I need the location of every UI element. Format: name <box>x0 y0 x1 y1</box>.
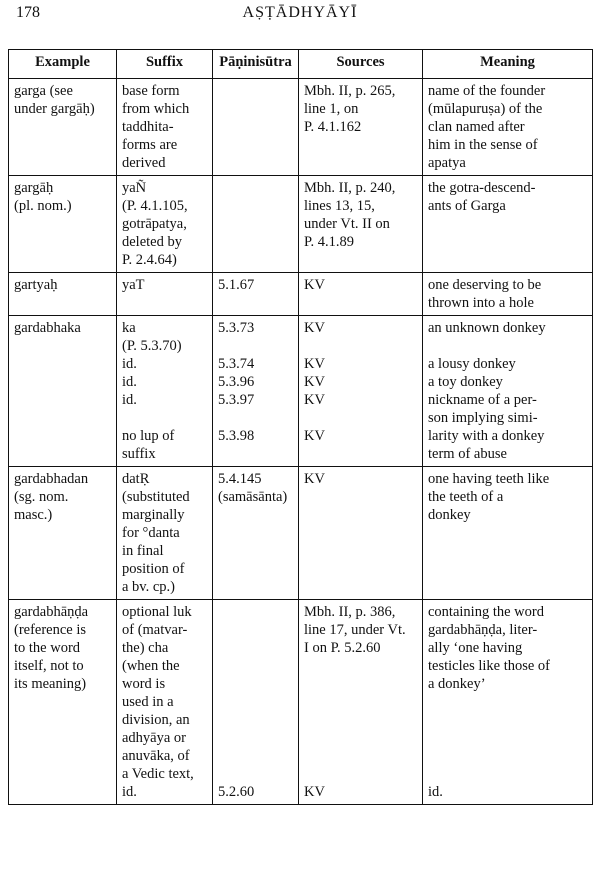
suffix-cell <box>117 467 213 600</box>
meaning-cell <box>423 600 593 805</box>
cell-line <box>218 621 294 639</box>
sutra-cell <box>213 316 299 467</box>
sources-cell <box>299 316 423 467</box>
cell-line: (when the <box>122 658 180 674</box>
cell-line: for °danta <box>122 525 180 541</box>
cell-line: datṚ <box>122 471 150 487</box>
cell-line: a lousy donkey <box>428 356 516 372</box>
sources-cell <box>299 176 423 273</box>
cell-line <box>428 729 588 747</box>
example-cell <box>9 79 117 176</box>
cell-line: KV <box>304 356 325 372</box>
meaning-cell <box>423 79 593 176</box>
cell-line: KV <box>304 277 325 293</box>
cell-line <box>304 337 418 355</box>
cell-line <box>122 409 208 427</box>
cell-line: an unknown donkey <box>428 320 546 336</box>
cell-line: gardabhāṇḍa <box>14 604 89 620</box>
cell-line: word is <box>122 676 166 692</box>
cell-line <box>218 639 294 657</box>
suffix-cell <box>117 79 213 176</box>
cell-line: KV <box>304 784 325 800</box>
cell-line: its meaning) <box>14 676 87 692</box>
cell-line: ka <box>122 320 136 336</box>
suffix-cell <box>117 316 213 467</box>
cell-line <box>304 657 418 675</box>
cell-line <box>304 729 418 747</box>
cell-line: KV <box>304 471 325 487</box>
meaning-cell <box>423 176 593 273</box>
table-row <box>9 467 593 600</box>
cell-line: to the word <box>14 640 81 656</box>
cell-line: gardabhāṇḍa, liter- <box>428 622 538 638</box>
cell-line: forms are <box>122 137 178 153</box>
table-row <box>9 79 593 176</box>
cell-line: donkey <box>428 507 471 523</box>
cell-line: Mbh. II, p. 265, <box>304 83 396 99</box>
cell-line: under gargāḥ) <box>14 101 95 117</box>
cell-line: suffix <box>122 446 156 462</box>
example-cell <box>9 316 117 467</box>
sutra-cell <box>213 273 299 316</box>
cell-line: derived <box>122 155 166 171</box>
cell-line: deleted by <box>122 234 182 250</box>
table-body <box>9 79 593 805</box>
cell-line: anuvāka, of <box>122 748 190 764</box>
table-row <box>9 316 593 467</box>
sutra-cell <box>213 467 299 600</box>
cell-line: (substituted <box>122 489 190 505</box>
cell-line <box>218 337 294 355</box>
cell-line: I on P. 5.2.60 <box>304 640 381 656</box>
cell-line <box>218 693 294 711</box>
cell-line: marginally <box>122 507 185 523</box>
cell-line: line 1, on <box>304 101 359 117</box>
cell-line: gartyaḥ <box>14 277 58 293</box>
cell-line: KV <box>304 374 325 390</box>
cell-line <box>304 693 418 711</box>
cell-line <box>428 337 588 355</box>
table-header-row <box>9 50 593 79</box>
sources-cell <box>299 273 423 316</box>
cell-line: containing the word <box>428 604 544 620</box>
cell-line: garga (see <box>14 83 73 99</box>
cell-line: id. <box>122 356 137 372</box>
cell-line: the) cha <box>122 640 169 656</box>
cell-line: optional luk <box>122 604 192 620</box>
cell-line: KV <box>304 320 325 336</box>
cell-line: clan named after <box>428 119 525 135</box>
cell-line: KV <box>304 428 325 444</box>
sutra-cell <box>213 176 299 273</box>
cell-line: the gotra-descend- <box>428 180 536 196</box>
sutra-cell <box>213 600 299 805</box>
table-row <box>9 176 593 273</box>
example-cell <box>9 273 117 316</box>
cell-line: ally ‘one having <box>428 640 523 656</box>
meaning-cell <box>423 273 593 316</box>
cell-line: the teeth of a <box>428 489 504 505</box>
cell-line: (P. 5.3.70) <box>122 338 182 354</box>
cell-line: 5.3.97 <box>218 392 255 408</box>
cell-line: 5.4.145 <box>218 471 262 487</box>
cell-line: used in a <box>122 694 174 710</box>
cell-line: thrown into a hole <box>428 295 534 311</box>
cell-line: a toy donkey <box>428 374 503 390</box>
cell-line <box>218 729 294 747</box>
cell-line: division, an <box>122 712 190 728</box>
cell-line <box>218 747 294 765</box>
suffix-cell <box>117 273 213 316</box>
cell-line: (P. 4.1.105, <box>122 198 188 214</box>
cell-line: apatya <box>428 155 466 171</box>
cell-line <box>428 747 588 765</box>
cell-line: P. 2.4.64) <box>122 252 177 268</box>
cell-line: from which <box>122 101 190 117</box>
cell-line: one having teeth like <box>428 471 550 487</box>
cell-line: gardabhaka <box>14 320 81 336</box>
cell-line: testicles like those of <box>428 658 551 674</box>
cell-line: id. <box>122 392 137 408</box>
cell-line: a donkey’ <box>428 676 486 692</box>
cell-line: taddhita- <box>122 119 174 135</box>
cell-line: adhyāya or <box>122 730 187 746</box>
cell-line: gardabhadan <box>14 471 89 487</box>
cell-line: under Vt. II on <box>304 216 390 232</box>
cell-line <box>218 603 294 621</box>
page-number: 178 <box>16 4 40 21</box>
suffix-table <box>8 49 593 805</box>
page-header <box>16 4 584 30</box>
cell-line: him in the sense of <box>428 137 538 153</box>
running-title: AṢṬĀDHYĀYĪ <box>242 4 358 21</box>
cell-line <box>218 675 294 693</box>
meaning-cell <box>423 316 593 467</box>
cell-line: 5.2.60 <box>218 784 255 800</box>
cell-line: base form <box>122 83 180 99</box>
cell-line <box>218 409 294 427</box>
cell-line <box>304 409 418 427</box>
cell-line <box>304 765 418 783</box>
cell-line: line 17, under Vt. <box>304 622 406 638</box>
cell-line: a bv. cp.) <box>122 579 176 595</box>
column-header-meaning: Meaning <box>423 50 593 79</box>
column-header-paninisutra: Pāṇinisūtra <box>213 50 299 79</box>
cell-line: id. <box>428 784 443 800</box>
sources-cell <box>299 79 423 176</box>
cell-line: P. 4.1.162 <box>304 119 362 135</box>
example-cell <box>9 467 117 600</box>
cell-line <box>428 711 588 729</box>
column-header-suffix: Suffix <box>117 50 213 79</box>
cell-line <box>428 693 588 711</box>
cell-line: larity with a donkey <box>428 428 545 444</box>
cell-line: gotrāpatya, <box>122 216 187 232</box>
cell-line: (pl. nom.) <box>14 198 72 214</box>
cell-line: (samāsānta) <box>218 489 288 505</box>
cell-line: id. <box>122 784 137 800</box>
cell-line <box>304 747 418 765</box>
column-header-example: Example <box>9 50 117 79</box>
suffix-cell <box>117 176 213 273</box>
cell-line: position of <box>122 561 185 577</box>
table-row <box>9 273 593 316</box>
cell-line: son implying simi- <box>428 410 538 426</box>
cell-line: id. <box>122 374 137 390</box>
cell-line <box>304 675 418 693</box>
suffix-cell <box>117 600 213 805</box>
cell-line: P. 4.1.89 <box>304 234 354 250</box>
table-row <box>9 600 593 805</box>
cell-line <box>218 711 294 729</box>
cell-line: itself, not to <box>14 658 84 674</box>
cell-line: nickname of a per- <box>428 392 537 408</box>
sources-cell <box>299 600 423 805</box>
cell-line: of (matvar- <box>122 622 188 638</box>
cell-line: Mbh. II, p. 240, <box>304 180 396 196</box>
example-cell <box>9 176 117 273</box>
cell-line: gargāḥ <box>14 180 54 196</box>
cell-line: 5.3.98 <box>218 428 255 444</box>
column-header-sources: Sources <box>299 50 423 79</box>
cell-line: yaT <box>122 277 145 293</box>
sources-cell <box>299 467 423 600</box>
cell-line <box>428 765 588 783</box>
cell-line: (mūlapuruṣa) of the <box>428 101 543 117</box>
cell-line: a Vedic text, <box>122 766 194 782</box>
cell-line: 5.3.96 <box>218 374 255 390</box>
cell-line: lines 13, 15, <box>304 198 375 214</box>
cell-line: (sg. nom. <box>14 489 69 505</box>
sutra-cell <box>213 79 299 176</box>
cell-line <box>304 711 418 729</box>
cell-line: name of the founder <box>428 83 546 99</box>
cell-line: 5.1.67 <box>218 277 255 293</box>
cell-line: ants of Garga <box>428 198 506 214</box>
cell-line: 5.3.73 <box>218 320 255 336</box>
cell-line: term of abuse <box>428 446 507 462</box>
cell-line: masc.) <box>14 507 53 523</box>
cell-line: yaÑ <box>122 180 147 196</box>
cell-line: (reference is <box>14 622 87 638</box>
cell-line: 5.3.74 <box>218 356 255 372</box>
meaning-cell <box>423 467 593 600</box>
cell-line <box>218 765 294 783</box>
cell-line: in final <box>122 543 164 559</box>
cell-line: KV <box>304 392 325 408</box>
cell-line: no lup of <box>122 428 175 444</box>
cell-line: one deserving to be <box>428 277 542 293</box>
example-cell <box>9 600 117 805</box>
cell-line <box>218 657 294 675</box>
cell-line: Mbh. II, p. 386, <box>304 604 396 620</box>
